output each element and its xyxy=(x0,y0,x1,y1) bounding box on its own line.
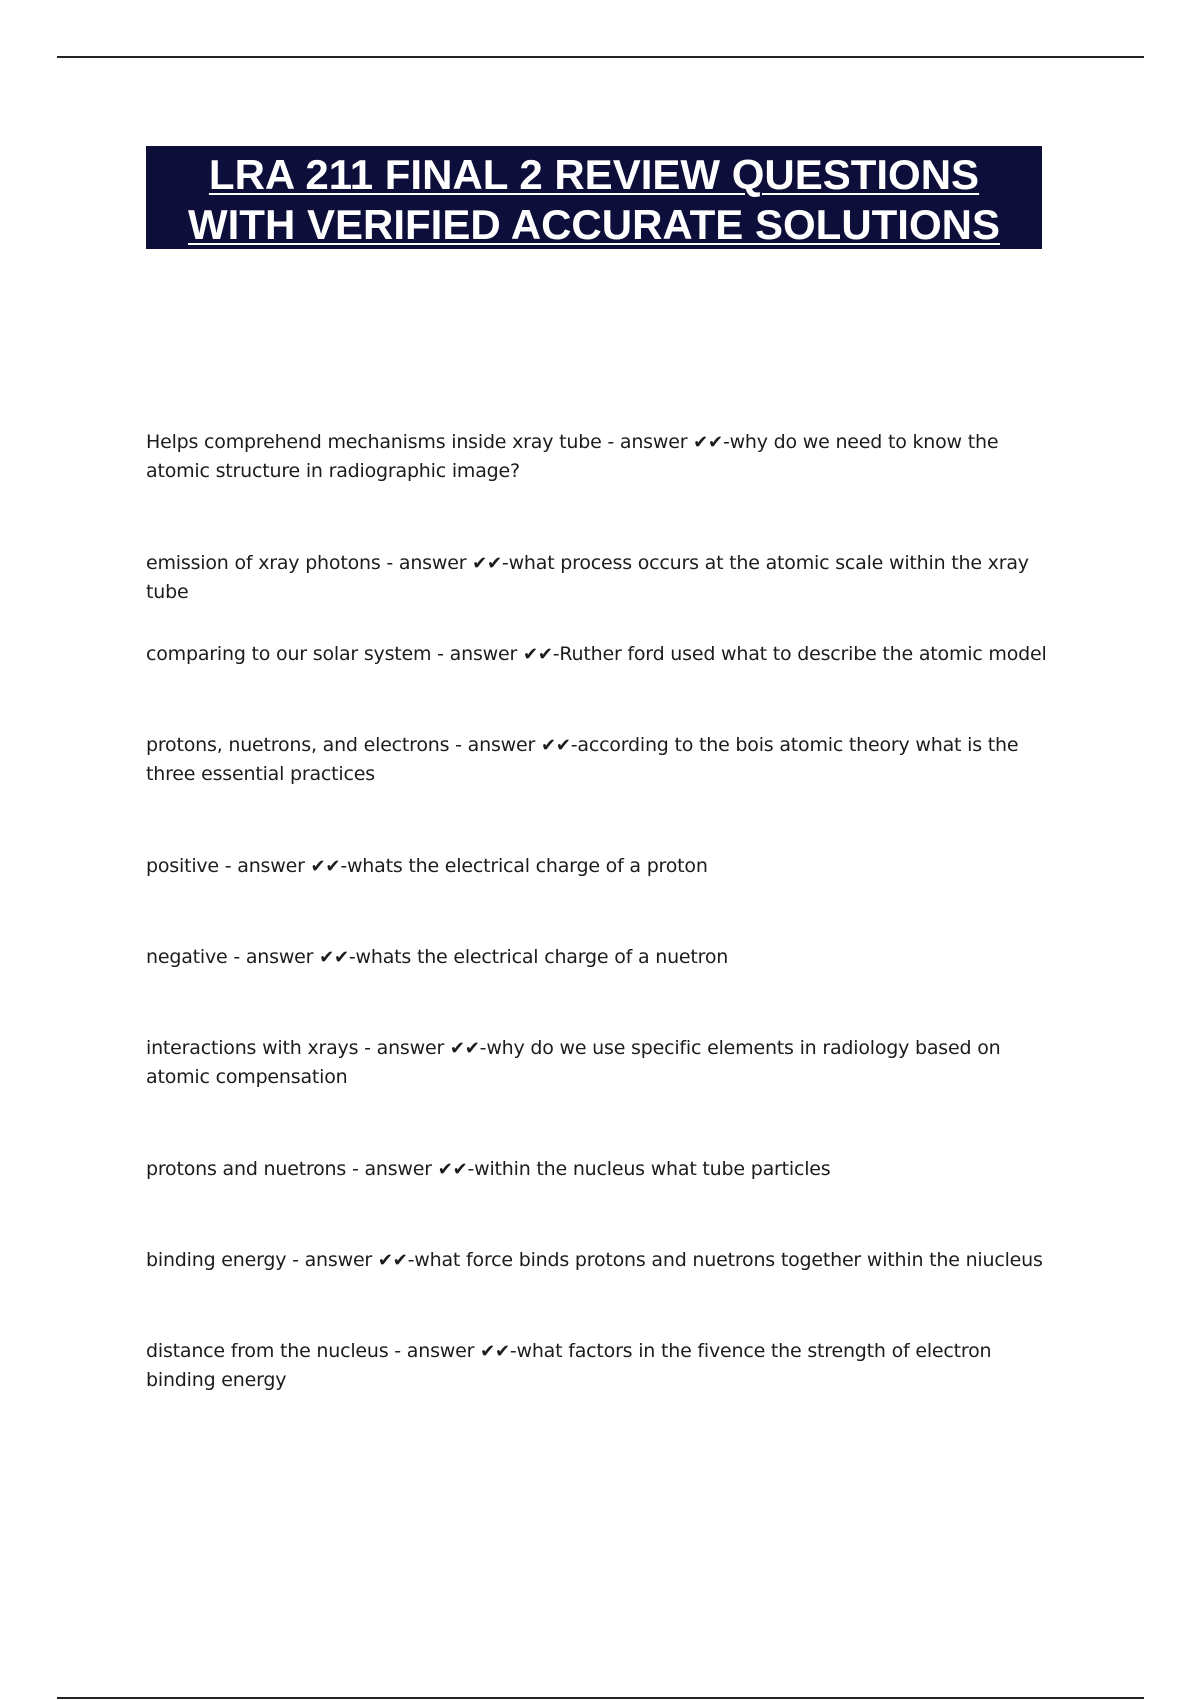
answer-separator: - answer xyxy=(218,855,311,877)
qa-item xyxy=(146,1034,1066,1092)
double-check-icon: ✔✔ xyxy=(693,432,723,453)
question-text: -what force binds protons and nuetrons together within the niucleus xyxy=(407,1249,1043,1271)
double-check-icon: ✔✔ xyxy=(540,735,571,756)
qa-item xyxy=(146,1155,1066,1184)
question-text: -whats the electrical charge of a proton xyxy=(340,855,708,877)
question-text: -according to the bois atomic theory what is the three essential practices xyxy=(146,734,1019,785)
answer-text: distance from the nucleus xyxy=(146,1340,389,1362)
question-text: -within the nucleus what tube particles xyxy=(467,1158,831,1180)
double-check-icon: ✔✔ xyxy=(437,1159,468,1180)
double-check-icon: ✔✔ xyxy=(480,1341,510,1362)
answer-separator: - answer xyxy=(380,552,473,574)
double-check-icon: ✔✔ xyxy=(319,947,349,968)
double-check-icon: ✔✔ xyxy=(310,856,341,877)
question-text: -whats the electrical charge of a nuetron xyxy=(348,946,729,968)
answer-text: Helps comprehend mechanisms inside xray tube xyxy=(146,431,602,453)
qa-item xyxy=(146,731,1066,789)
question-text: -what factors in the fivence the strength of electron binding energy xyxy=(146,1340,992,1391)
question-text: -Ruther ford used what to describe the atomic model xyxy=(552,643,1047,665)
qa-item xyxy=(146,1246,1066,1275)
title-line-1: LRA 211 FINAL 2 REVIEW QUESTIONS xyxy=(208,151,980,198)
answer-text: comparing to our solar system xyxy=(146,643,432,665)
answer-separator: - answer xyxy=(449,734,541,756)
answer-text: protons, nuetrons, and electrons xyxy=(146,734,450,756)
double-check-icon: ✔✔ xyxy=(522,644,553,665)
answer-text: positive xyxy=(146,855,219,877)
answer-separator: - answer xyxy=(346,1158,438,1180)
answer-text: protons and nuetrons xyxy=(146,1158,347,1180)
answer-separator: - answer xyxy=(358,1037,450,1059)
qa-item xyxy=(146,549,1066,607)
qa-item xyxy=(146,943,1066,972)
qa-item xyxy=(146,852,1066,881)
answer-text: emission of xray photons xyxy=(146,552,381,574)
top-rule xyxy=(57,56,1144,58)
question-text: -why do we use specific elements in radiology based on atomic compensation xyxy=(146,1037,1001,1088)
bottom-rule xyxy=(57,1697,1144,1699)
qa-item xyxy=(146,428,1066,486)
answer-text: interactions with xrays xyxy=(146,1037,359,1059)
question-text: -what process occurs at the atomic scale within the xray tube xyxy=(146,552,1029,603)
title-line-2: WITH VERIFIED ACCURATE SOLUTIONS xyxy=(188,201,1000,248)
answer-text: negative xyxy=(146,946,228,968)
document-title xyxy=(146,146,1042,249)
question-text: -why do we need to know the atomic structure in radiographic image? xyxy=(146,431,999,482)
answer-separator: - answer xyxy=(227,946,320,968)
answer-separator: - answer xyxy=(431,643,523,665)
qa-item xyxy=(146,1337,1066,1395)
answer-separator: - answer xyxy=(388,1340,481,1362)
double-check-icon: ✔✔ xyxy=(377,1250,408,1271)
answer-separator: - answer xyxy=(286,1249,378,1271)
double-check-icon: ✔✔ xyxy=(472,553,502,574)
qa-item xyxy=(146,640,1066,669)
double-check-icon: ✔✔ xyxy=(449,1038,480,1059)
answer-text: binding energy xyxy=(146,1249,287,1271)
answer-separator: - answer xyxy=(601,431,694,453)
